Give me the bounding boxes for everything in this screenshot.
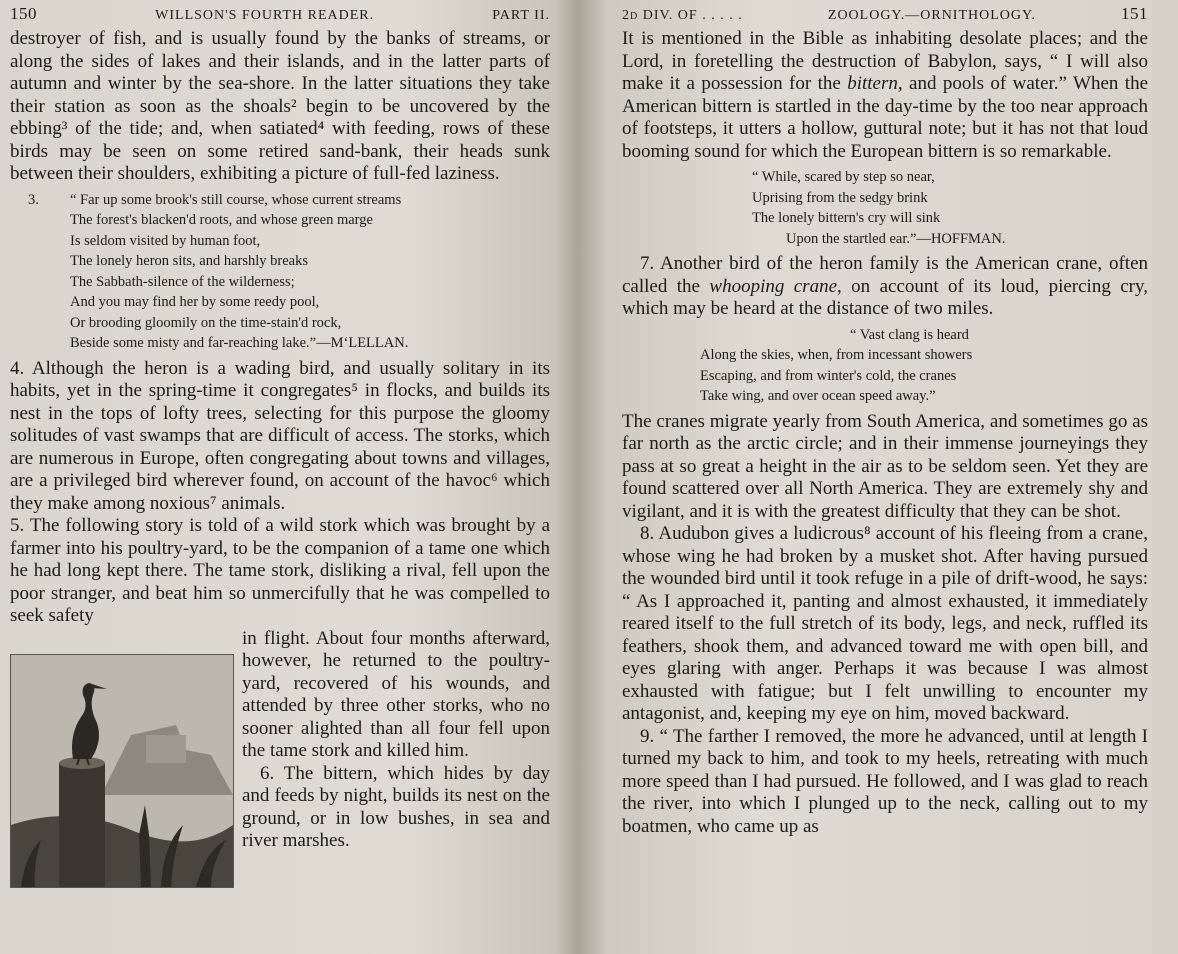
paragraph-text: 7. Another bird of the heron family is the American crane, often called the (622, 253, 1148, 297)
paragraph-7 (622, 253, 1148, 321)
illustration-wrap (10, 628, 550, 888)
paragraph-cranes: The cranes migrate yearly from South America, and sometimes go as far north as the arctic circle; and in their immense journeyings they pass at so great a height in the air as to be seldom seen. Yet they are found scattered over all North America. They are extremely shy and vigilant, and it is with the greatest difficulty that they can be shot. (622, 410, 1148, 522)
verse-bittern (752, 167, 1148, 249)
paragraph-8: 8. Audubon gives a ludicrous⁸ account of his fleeing from a crane, whose wing he had broken by a musket shot. After having pursued the wounded bird until it took refuge in a pile of drift-wood, he says: “ As I approached it, panting and almost exhausted, it immediately reared itself to the full stretch of its body, legs, and neck, ruffled its feathers, shook them, and advanced toward me with open bill, and eyes glaring with anger. Perhaps it was because I was almost exhausted with fatigue; but I felt unwilling to encounter my antagonist, and, keeping my eye on him, moved backward. (622, 523, 1148, 724)
left-page-number: 150 (10, 4, 37, 23)
verse-line-text: “ Far up some brook's still course, whose current streams (70, 191, 402, 208)
right-page-header (622, 4, 1148, 24)
paragraph-9: 9. “ The farther I removed, the more he advanced, until at length I turned my back to him, and took to my heels, retreating with much more speed than I had pursued. He followed, and I was glad to reach the river, into which I plunged up to the neck, calling out to my boatmen, who came up as (622, 725, 1148, 837)
paragraph-5-wrap: in flight. About four months afterward, however, he returned to the poultry-yard, recovered of his wounds, and attended by three other storks, who no sooner alighted than all four fell upon the tame stork and killed him. (242, 627, 550, 761)
verse-line-text: Upon the startled ear.” (786, 230, 917, 247)
verse-line: Take wing, and over ocean speed away.” (700, 388, 936, 404)
verse-line-last (752, 229, 1148, 250)
verse-line-last (28, 333, 550, 354)
paragraph-text: , and pools of water.” When the American bittern is startled in the day-time by the too near approach of footsteps, it utters a hollow, guttural note; but it has not that loud booming sound for which the European bittern is so remarkable. (622, 73, 1148, 162)
right-page-number: 151 (1121, 4, 1148, 23)
left-page (0, 0, 578, 954)
left-running-title: WILLSON'S FOURTH READER. (155, 8, 375, 23)
italic-term: bittern (847, 73, 898, 94)
verse-line-text: Beside some misty and far-reaching lake.” (70, 335, 317, 351)
paragraph-5-top: 5. The following story is told of a wild stork which was brought by a farmer into his poultry-yard, to be the companion of a tame one which he had long kept there. The tame stork, disliking a rival, fell upon the poor stranger, and beat him so unmercifully that he was compelled to seek safety (10, 515, 550, 626)
verse-number: 3. (28, 191, 39, 208)
verse-line: Along the skies, when, from incessant showers (700, 347, 973, 363)
verse-line: “ While, scared by step so near, (752, 169, 935, 185)
heron-illustration (10, 654, 234, 888)
left-part-label: PART II. (492, 8, 550, 23)
heron-engraving-icon (11, 655, 233, 887)
verse-attribution: —HOFFMAN. (916, 230, 1006, 247)
italic-term: whooping crane (709, 275, 838, 297)
paragraph-6: 6. The bittern, which hides by day and feeds by night, builds its nest on the ground, or in low bushes, in sea and river marshes. (242, 762, 550, 851)
right-page (578, 0, 1178, 954)
paragraph-intro: destroyer of fish, and is usually found by the banks of streams, or along the sides of lakes and their islands, and in the latter parts of autumn and winter by the sea-shore. In the latter situations they take their station as soon as the shoals² begin to be uncovered by the ebbing³ of the tide; and, when satiated⁴ with feeding, rows of these birds may be seen on some retired sand-bank, their heads sunk between their shoulders, exhibiting a picture of full-fed laziness. (10, 28, 550, 184)
verse-attribution: —M‘LELLAN. (316, 335, 409, 351)
verse-line: Or brooding gloomily on the time-stain'd rock, (70, 314, 342, 331)
paragraph-text: It is mentioned in the Bible as inhabiting desolate places; and the Lord, in foretelling the destruction of Babylon, says, “ I will also make it a possession for the (622, 28, 1148, 94)
right-running-title: ZOOLOGY.—ORNITHOLOGY. (827, 8, 1036, 23)
verse-line: The lonely bittern's cry will sink (752, 210, 941, 226)
wrap-text-column (242, 628, 550, 888)
paragraph-text: , on account of its loud, piercing cry, which may be heard at the distance of two miles. (622, 275, 1149, 319)
verse-line: The forest's blacken'd roots, and whose green marge (70, 212, 373, 228)
verse-cranes (700, 325, 1148, 407)
verse-line: Is seldom visited by human foot, (70, 232, 261, 249)
paragraph-4: 4. Although the heron is a wading bird, and usually solitary in its habits, yet in the spring-time it congregates⁵ in flocks, and builds its nest in the tops of lofty trees, selecting for this purpose the gloomy solitudes of vast swamps that are difficult of access. The storks, which are numerous in Europe, often congregating about towns and villages, are a privileged bird wherever found, on account of the havoc⁶ which they make among noxious⁷ animals. (10, 357, 550, 514)
verse-line: And you may find her by some reedy pool, (70, 294, 320, 310)
verse-line: Escaping, and from winter's cold, the cranes (700, 367, 957, 384)
right-running-left: 2d DIV. OF . . . . . (622, 8, 743, 23)
verse-line (28, 190, 550, 211)
verse-line: The lonely heron sits, and harshly breaks (70, 253, 308, 269)
paragraph-6-continued (622, 28, 1148, 163)
verse-heron (28, 190, 550, 354)
verse-line: The Sabbath-silence of the wilderness; (70, 273, 295, 290)
verse-line: “ Vast clang is heard (850, 326, 969, 343)
verse-line: Uprising from the sedgy brink (752, 189, 928, 206)
left-page-header (10, 4, 550, 24)
